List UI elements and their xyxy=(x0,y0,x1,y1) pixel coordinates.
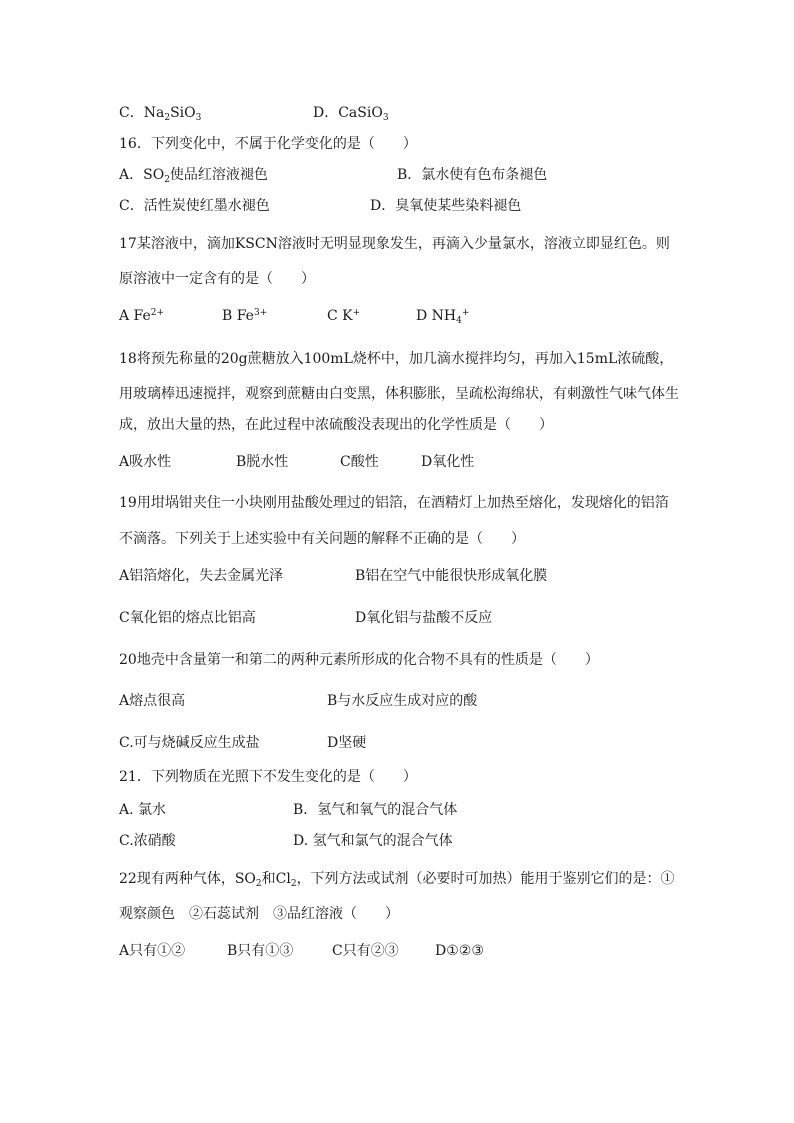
q17-option-b: B $Fe^{3+}$ xyxy=(222,308,268,324)
q20-option-a: A熔点很高 xyxy=(119,693,186,709)
q21-option-a: A. 氯水 xyxy=(119,802,167,818)
q22-option-c: C只有②③ xyxy=(332,943,399,959)
q15-option-d: D．CaSiO$_3$ xyxy=(313,105,389,123)
q18-option-a: A吸水性 xyxy=(119,454,172,470)
q20-option-b: B与水反应生成对应的酸 xyxy=(327,693,478,709)
q21-option-b: B．氢气和氧气的混合气体 xyxy=(293,802,458,818)
q19-stem-line1: 19用坩埚钳夹住一小块刚用盐酸处理过的铝箔，在酒精灯上加热至熔化，发现熔化的铝箔 xyxy=(119,495,669,511)
q22-option-a: A只有①② xyxy=(119,943,186,959)
q22-stem-line2: 观察颜色 ②石蕊试剂 ③品红溶液（ ） xyxy=(119,906,399,922)
q21-stem: 21．下列物质在光照下不发生变化的是（ ） xyxy=(119,769,417,785)
q15-option-c: C．$Na_2SiO_3$ xyxy=(119,105,202,123)
q16-stem: 16．下列变化中，不属于化学变化的是（ ） xyxy=(119,136,417,152)
q21-option-c: C.浓硝酸 xyxy=(119,833,176,849)
q18-option-c: C酸性 xyxy=(340,454,379,470)
q22-option-b: B只有①③ xyxy=(227,943,294,959)
q20-option-c: C.可与烧碱反应生成盐 xyxy=(119,735,260,751)
q22-option-d: D①②③ xyxy=(435,943,484,959)
q19-option-c: C氧化铝的熔点比铝高 xyxy=(119,610,256,626)
q20-option-d: D坚硬 xyxy=(327,735,367,751)
q18-option-b: B脱水性 xyxy=(236,454,289,470)
q18-stem-line3: 成，放出大量的热，在此过程中浓硫酸没表现出的化学性质是（ ） xyxy=(119,417,553,433)
q17-stem-line1: 17某溶液中，滴加KSCN溶液时无明显现象发生，再滴入少量氯水，溶液立即显红色。则 xyxy=(119,236,670,252)
q19-option-b: B铝在空气中能很快形成氧化膜 xyxy=(355,568,548,584)
q16-option-d: D．臭氧使某些染料褪色 xyxy=(370,198,522,214)
q18-stem-line2: 用玻璃棒迅速搅拌，观察到蔗糖由白变黑，体积膨胀，呈疏松海绵状，有刺激性气味气体生 xyxy=(119,386,679,402)
q19-option-a: A铝箔熔化，失去金属光泽 xyxy=(119,568,284,584)
q19-option-d: D氧化铝与盐酸不反应 xyxy=(355,610,493,626)
q16-option-c: C．活性炭使红墨水褪色 xyxy=(119,198,270,214)
q20-stem: 20地壳中含量第一和第二的两种元素所形成的化合物不具有的性质是（ ） xyxy=(119,652,599,668)
q16-option-a: A．$SO_2$使品红溶液褪色 xyxy=(119,167,268,185)
q19-stem-line2: 不滴落。下列关于上述实验中有关问题的解释不正确的是（ ） xyxy=(119,531,525,547)
q17-stem-line2: 原溶液中一定含有的是（ ） xyxy=(119,271,315,287)
q16-option-b: B．氯水使有色布条褪色 xyxy=(397,167,548,183)
q22-stem-line1: 22现有两种气体，$SO_2$和$Cl_2$，下列方法或试剂（必要时可加热）能用于鉴别它们的是：① xyxy=(119,871,675,889)
q18-option-d: D氧化性 xyxy=(421,454,475,470)
q17-option-c: C K+ xyxy=(327,308,361,324)
q17-option-a: A $Fe^{2+}$ xyxy=(119,308,165,324)
q17-option-d: D $NH_4^+$ xyxy=(416,308,470,326)
q21-option-d: D. 氢气和氯气的混合气体 xyxy=(293,833,453,849)
q18-stem-line1: 18将预先称量的20g蔗糖放入100mL烧杯中，加几滴水搅拌均匀，再加入15mL浓硫酸， xyxy=(119,351,674,367)
